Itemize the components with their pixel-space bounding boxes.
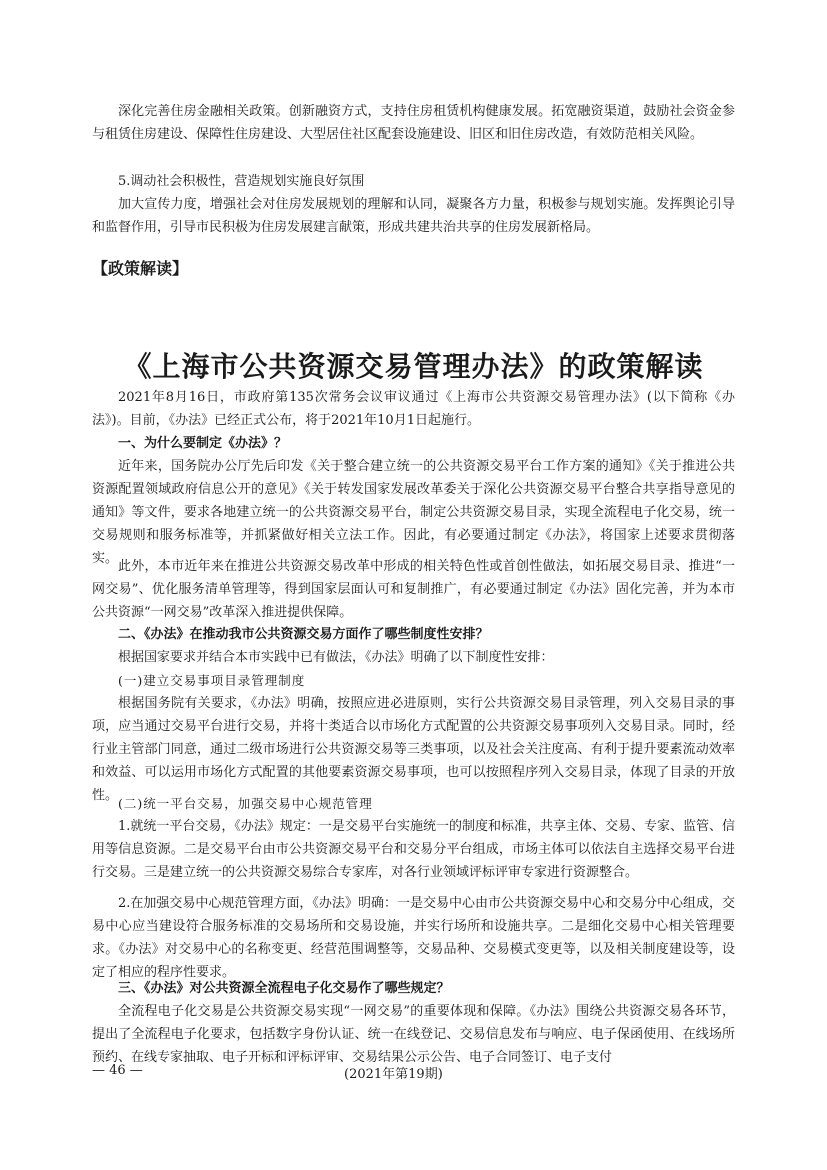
question-2-lead: 根据国家要求并结合本市实践中已有做法，《办法》明确了以下制度性安排：: [118, 650, 554, 665]
question-1-paragraph-2: 此外，本市近年来在推进公共资源交易改革中形成的相关特色性或首创性做法，如拓展交易目录、推进“一网交易”、优化服务清单管理等，得到国家层面认可和复制推广，有必要通过制定《办法》固化完善，并为本市公共资源“一网交易”改革深入推进提供保障。: [92, 559, 735, 620]
page-number: — 46 —: [92, 1063, 143, 1078]
paragraph-housing-finance: 深化完善住房金融相关政策。创新融资方式，支持住房租赁机构健康发展。拓宽融资渠道，鼓励社会资金参与租赁住房建设、保障性住房建设、大型居住社区配套设施建设、旧区和旧住房改造，有效防范相关风险。: [92, 104, 735, 142]
issue-number: (2021年第19期): [344, 1067, 443, 1082]
subsection-1-paragraph: 根据国务院有关要求，《办法》明确，按照应进必进原则，实行公共资源交易目录管理，列入交易目录的事项，应当通过交易平台进行交易，并将十类适合以市场化方式配置的公共资源交易事项列入交易目录。同时，经行业主管部门同意，通过二级市场进行公共资源交易等三类事项，以及社会关注度高、有利于提升要素流动效率和效益、可以运用市场化方式配置的其他要素资源交易事项，也可以按照程序列入交易目录，体现了目录的开放性。: [92, 696, 735, 803]
subsection-2-paragraph-1: 1.就统一平台交易，《办法》规定：一是交易平台实施统一的制度和标准，共享主体、交易、专家、监管、信用等信息资源。二是交易平台由市公共资源交易平台和交易分平台组成，市场主体可以依法自主选择交易平台进行交易。三是建立统一的公共资源交易综合专家库，对各行业领域评标评审专家进行资源整合。: [92, 819, 735, 880]
subheading-2: (二)统一平台交易，加强交易中心规范管理: [118, 796, 373, 811]
subheading-1: (一)建立交易事项目录管理制度: [118, 673, 306, 688]
heading-item-5: 5.调动社会积极性，营造规划实施良好氛围: [118, 174, 365, 189]
intro-paragraph: 2021年8月16日，市政府第135次常务会议审议通过《上海市公共资源交易管理办法》(以下简称《办法》)。目前，《办法》已经正式公布，将于2021年10月1日起施行。: [92, 390, 735, 428]
question-2-heading: 二、《办法》在推动我市公共资源交易方面作了哪些制度性安排？: [118, 627, 489, 642]
section-tag: 【政策解读】: [92, 259, 189, 278]
question-1-paragraph-1: 近年来，国务院办公厅先后印发《关于整合建立统一的公共资源交易平台工作方案的通知》《关于推进公共资源配置领域政府信息公开的意见》《关于转发国家发展改革委关于深化公共资源交易平台整合共享指导意见的通知》等文件，要求各地建立统一的公共资源交易平台，制定公共资源交易目录，实现全流程电子化交易，统一交易规则和服务标准等，并抓紧做好相关立法工作。因此，有必要通过制定《办法》，将国家上述要求贯彻落实。: [92, 459, 735, 566]
question-3-paragraph-1: 全流程电子化交易是公共资源交易实现“一网交易”的重要体现和保障。《办法》围绕公共资源交易各环节，提出了全流程电子化要求，包括数字身份认证、统一在线登记、交易信息发布与响应、电子保函使用、在线场所预约、在线专家抽取、电子开标和评标评审、交易结果公示公告、电子合同签订、电子支付: [92, 1004, 735, 1065]
subsection-2-paragraph-2: 2.在加强交易中心规范管理方面，《办法》明确：一是交易中心由市公共资源交易中心和交易分中心组成，交易中心应当建设符合服务标准的交易场所和交易设施，并实行场所和设施共享。二是细化交易中心相关管理要求。《办法》对交易中心的名称变更、经营范围调整等，交易品种、交易模式变更等，以及相关制度建设等，设定了相应的程序性要求。: [92, 896, 735, 980]
article-title: 《上海市公共资源交易管理办法》的政策解读: [123, 349, 704, 383]
paragraph-publicity: 加大宣传力度，增强社会对住房发展规划的理解和认同，凝聚各方力量，积极参与规划实施。发挥舆论引导和监督作用，引导市民积极为住房发展建言献策，形成共建共治共享的住房发展新格局。: [92, 197, 735, 235]
question-1-heading: 一、为什么要制定《办法》？: [118, 436, 288, 451]
question-3-heading: 三、《办法》对公共资源全流程电子化交易作了哪些规定？: [118, 981, 450, 996]
